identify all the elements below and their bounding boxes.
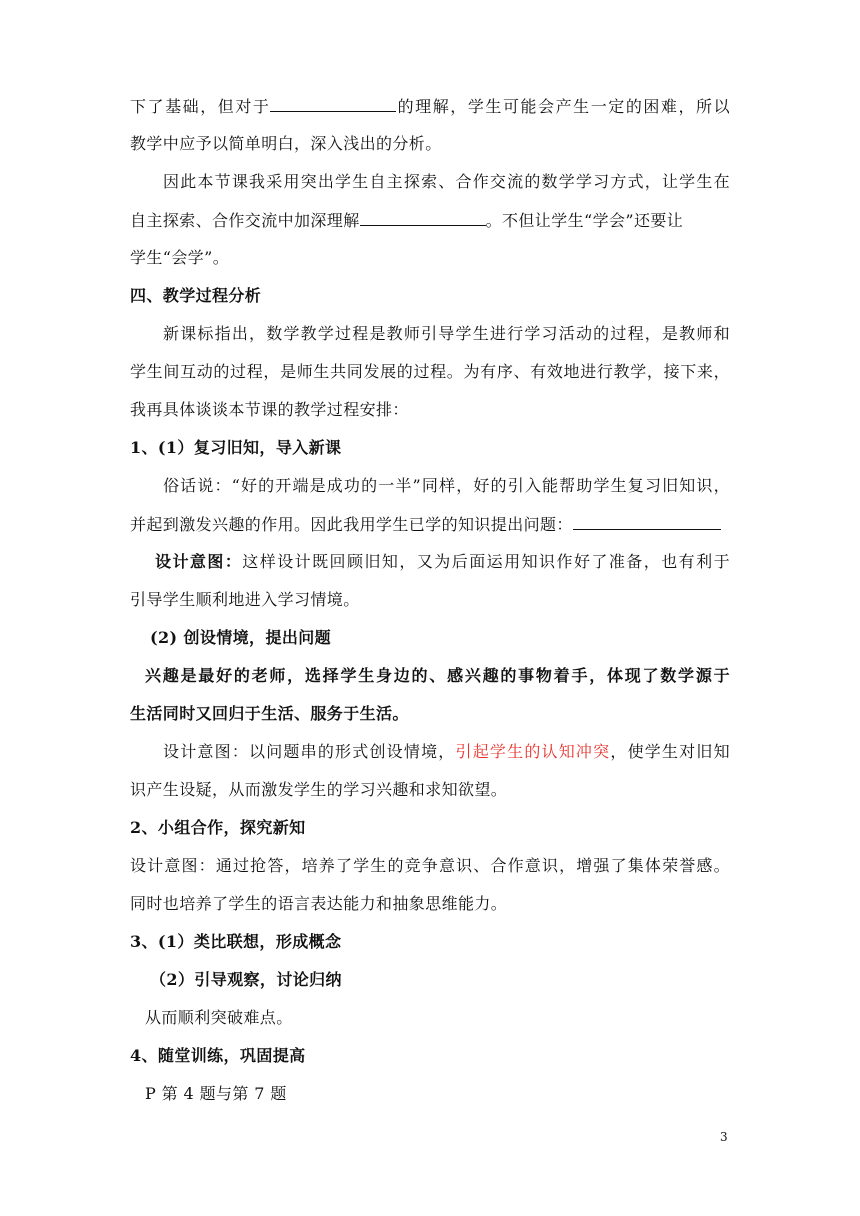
paragraph-line: 兴趣是最好的老师，选择学生身边的、感兴趣的事物着手，体现了数学源于	[145, 666, 730, 685]
paragraph-line: 识产生设疑，从而激发学生的学习兴趣和求知欲望。	[130, 780, 508, 799]
paragraph-line: 教学中应予以简单明白，深入浅出的分析。	[130, 134, 442, 153]
subsection-heading: （2）引导观察，讨论归纳	[150, 970, 342, 989]
text-segment: 这样设计既回顾旧知，又为后面运用知识作好了准备，也有利于	[242, 552, 730, 571]
paragraph-line: 因此本节课我采用突出学生自主探索、合作交流的数学学习方式，让学生在	[163, 172, 730, 191]
subsection-heading: (2) 创设情境，提出问题	[150, 628, 332, 647]
text-segment: 自主探索、合作交流中加深理解	[130, 211, 360, 230]
paragraph-line: 从而顺利突破难点。	[145, 1008, 293, 1027]
paragraph-line: 我再具体谈谈本节课的教学过程安排：	[130, 400, 409, 419]
text-segment: 下了基础，但对于	[130, 97, 271, 116]
subsection-heading: 2、小组合作，探究新知	[130, 818, 306, 837]
fill-in-blank	[270, 95, 396, 112]
paragraph-line: 引导学生顺利地进入学习情境。	[130, 590, 360, 609]
paragraph-line: 设计意图：通过抢答，培养了学生的竞争意识、合作意识，增强了集体荣誉感。	[130, 856, 730, 875]
paragraph-line: 俗话说：“好的开端是成功的一半”同样，好的引入能帮助学生复习旧知识，	[163, 476, 730, 495]
text-segment: ，使学生对旧知	[610, 742, 730, 761]
paragraph-line	[130, 95, 730, 118]
text-segment: 并起到激发兴趣的作用。因此我用学生已学的知识提出问题：	[130, 515, 573, 534]
paragraph-line: 同时也培养了学生的语言表达能力和抽象思维能力。	[130, 894, 508, 913]
subsection-heading: 3、(1）类比联想，形成概念	[130, 932, 342, 951]
paragraph-line: 新课标指出，数学教学过程是教师引导学生进行学习活动的过程，是教师和	[163, 324, 730, 343]
paragraph-line	[163, 741, 730, 763]
subsection-heading: 4、随堂训练，巩固提高	[130, 1046, 306, 1065]
paragraph-line	[130, 209, 730, 232]
section-heading: 四、教学过程分析	[130, 286, 262, 305]
text-segment: 设计意图：以问题串的形式创设情境，	[163, 742, 456, 761]
paragraph-line: 学生间互动的过程，是师生共同发展的过程。为有序、有效地进行教学，接下来，	[130, 362, 730, 381]
paragraph-line	[155, 551, 730, 573]
design-intent-label: 设计意图：	[155, 552, 243, 571]
fill-in-blank	[573, 513, 721, 530]
text-segment: 的理解，学生可能会产生一定的困难，所以	[396, 97, 731, 116]
page-number: 3	[720, 1130, 728, 1144]
text-segment: 。不但让学生“学会”还要让	[485, 211, 684, 230]
paragraph-line	[130, 513, 730, 536]
paragraph-line: P 第 4 题与第 7 题	[145, 1084, 287, 1103]
fill-in-blank	[360, 209, 486, 226]
highlighted-text: 引起学生的认知冲突	[455, 742, 611, 761]
paragraph-line: 生活同时又回归于生活、服务于生活。	[130, 704, 409, 723]
paragraph-line: 学生“会学”。	[130, 248, 230, 267]
subsection-heading: 1、(1）复习旧知，导入新课	[130, 438, 342, 457]
